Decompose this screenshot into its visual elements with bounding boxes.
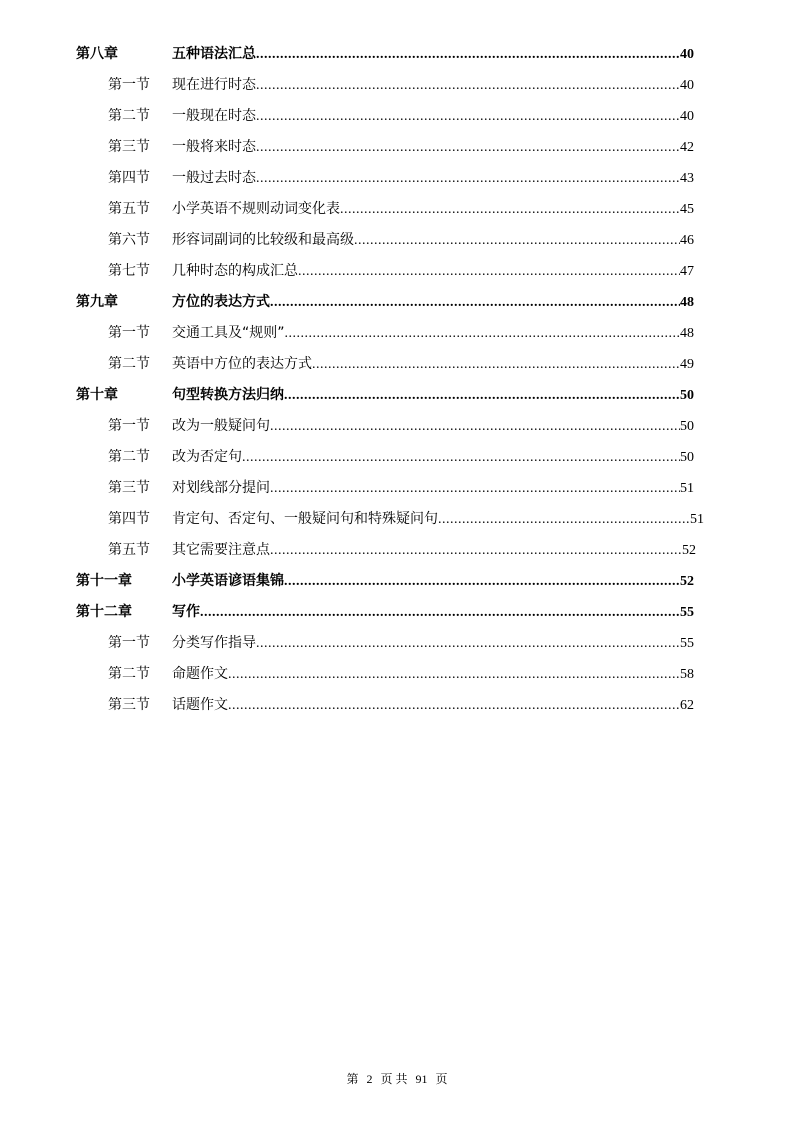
toc-chapter-label: 第十章 <box>76 387 118 403</box>
footer-current-page: 2 <box>366 1072 373 1086</box>
toc-leader-dots <box>200 601 680 625</box>
toc-entry-title: 其它需要注意点 <box>172 542 270 558</box>
toc-section-row[interactable] <box>108 507 704 531</box>
toc-leader-dots <box>284 384 680 408</box>
toc-section-row[interactable] <box>108 538 696 562</box>
toc-leader-dots <box>285 322 680 346</box>
toc-page-number: 50 <box>680 450 694 465</box>
toc-leader-dots <box>298 260 680 284</box>
toc-leader-dots <box>242 446 680 470</box>
toc-leader-dots <box>340 198 680 222</box>
toc-leader-dots <box>284 570 680 594</box>
toc-page-number: 62 <box>680 698 694 713</box>
footer-suffix: 页 <box>435 1072 448 1086</box>
toc-chapter-label: 第十二章 <box>76 604 132 620</box>
toc-page-number: 52 <box>680 574 694 589</box>
toc-section-label: 第五节 <box>108 201 150 217</box>
toc-chapter-label: 第八章 <box>76 46 118 62</box>
toc-leader-dots <box>270 291 680 315</box>
toc-chapter-label: 第九章 <box>76 294 118 310</box>
toc-section-row[interactable] <box>108 197 694 221</box>
toc-page-number: 52 <box>682 543 696 558</box>
toc-leader-dots <box>270 477 680 501</box>
toc-page-number: 47 <box>680 264 694 279</box>
footer-mid: 页 共 <box>380 1072 408 1086</box>
footer-prefix: 第 <box>346 1072 359 1086</box>
toc-section-row[interactable] <box>108 166 694 190</box>
toc-page-number: 51 <box>680 481 694 496</box>
toc-page-number: 46 <box>680 233 694 248</box>
toc-page-number: 48 <box>680 326 694 341</box>
toc-entry-title: 改为一般疑问句 <box>172 418 270 434</box>
toc-entry-title: 现在进行时态 <box>172 77 256 93</box>
toc-section-row[interactable] <box>108 135 694 159</box>
toc-section-label: 第一节 <box>108 635 150 651</box>
page-footer <box>0 1070 794 1087</box>
toc-chapter-label: 第十一章 <box>76 573 132 589</box>
toc-page-number: 50 <box>680 388 694 403</box>
toc-leader-dots <box>256 632 680 656</box>
toc-entry-title: 几种时态的构成汇总 <box>172 263 298 279</box>
toc-page-number: 40 <box>680 47 694 62</box>
toc-section-label: 第二节 <box>108 108 150 124</box>
toc-section-label: 第二节 <box>108 449 150 465</box>
toc-leader-dots <box>270 539 682 563</box>
toc-section-row[interactable] <box>108 73 694 97</box>
toc-section-row[interactable] <box>108 662 694 686</box>
toc-entry-title: 分类写作指导 <box>172 635 256 651</box>
toc-entry-title: 一般将来时态 <box>172 139 256 155</box>
toc-page-number: 42 <box>680 140 694 155</box>
toc-section-label: 第三节 <box>108 139 150 155</box>
toc-chapter-row[interactable] <box>76 600 694 624</box>
toc-page-number: 55 <box>680 636 694 651</box>
toc-page-number: 43 <box>680 171 694 186</box>
toc-page-number: 50 <box>680 419 694 434</box>
toc-page-number: 40 <box>680 109 694 124</box>
toc-section-row[interactable] <box>108 693 694 717</box>
toc-section-row[interactable] <box>108 631 694 655</box>
toc-section-label: 第七节 <box>108 263 150 279</box>
toc-section-label: 第六节 <box>108 232 150 248</box>
toc-chapter-row[interactable] <box>76 42 694 66</box>
toc-leader-dots <box>312 353 680 377</box>
toc-entry-title: 小学英语不规则动词变化表 <box>172 201 340 217</box>
toc-entry-title: 交通工具及“规则” <box>172 325 285 341</box>
toc-leader-dots <box>256 74 680 98</box>
toc-section-row[interactable] <box>108 352 694 376</box>
toc-chapter-row[interactable] <box>76 383 694 407</box>
toc-page-number: 48 <box>680 295 694 310</box>
toc-section-row[interactable] <box>108 104 694 128</box>
toc-section-label: 第三节 <box>108 697 150 713</box>
toc-leader-dots <box>256 167 680 191</box>
toc-section-label: 第一节 <box>108 325 150 341</box>
toc-leader-dots <box>228 663 680 687</box>
toc-entry-title: 命题作文 <box>172 666 228 682</box>
toc-section-label: 第一节 <box>108 77 150 93</box>
toc-entry-title: 肯定句、否定句、一般疑问句和特殊疑问句 <box>172 511 438 527</box>
toc-leader-dots <box>256 105 680 129</box>
toc-page-number: 58 <box>680 667 694 682</box>
toc-entry-title: 改为否定句 <box>172 449 242 465</box>
toc-section-row[interactable] <box>108 414 694 438</box>
toc-page-number: 45 <box>680 202 694 217</box>
toc-section-label: 第一节 <box>108 418 150 434</box>
toc-page-number: 49 <box>680 357 694 372</box>
toc-section-label: 第四节 <box>108 511 150 527</box>
toc-entry-title: 方位的表达方式 <box>172 294 270 310</box>
toc-section-label: 第二节 <box>108 666 150 682</box>
toc-leader-dots <box>438 508 690 532</box>
toc-entry-title: 形容词副词的比较级和最高级 <box>172 232 354 248</box>
toc-section-row[interactable] <box>108 228 694 252</box>
toc-section-label: 第四节 <box>108 170 150 186</box>
toc-leader-dots <box>354 229 680 253</box>
toc-leader-dots <box>270 415 680 439</box>
toc-entry-title: 对划线部分提问 <box>172 480 270 496</box>
toc-entry-title: 话题作文 <box>172 697 228 713</box>
toc-entry-title: 一般现在时态 <box>172 108 256 124</box>
toc-section-row[interactable] <box>108 321 694 345</box>
toc-entry-title: 五种语法汇总 <box>172 46 256 62</box>
toc-chapter-row[interactable] <box>76 290 694 314</box>
toc-entry-title: 英语中方位的表达方式 <box>172 356 312 372</box>
toc-leader-dots <box>256 136 680 160</box>
toc-leader-dots <box>256 43 680 67</box>
toc-section-row[interactable] <box>108 259 694 283</box>
toc-page-number: 51 <box>690 512 704 527</box>
toc-section-label: 第三节 <box>108 480 150 496</box>
toc-entry-title: 写作 <box>172 604 200 620</box>
toc-section-row[interactable] <box>108 476 694 500</box>
toc-section-label: 第二节 <box>108 356 150 372</box>
toc-section-row[interactable] <box>108 445 694 469</box>
toc-section-label: 第五节 <box>108 542 150 558</box>
toc-entry-title: 一般过去时态 <box>172 170 256 186</box>
toc-page-number: 40 <box>680 78 694 93</box>
toc-entry-title: 小学英语谚语集锦 <box>172 573 284 589</box>
toc-page-number: 55 <box>680 605 694 620</box>
footer-total-pages: 91 <box>415 1072 428 1086</box>
toc-entry-title: 句型转换方法归纳 <box>172 387 284 403</box>
toc-leader-dots <box>228 694 680 718</box>
toc-chapter-row[interactable] <box>76 569 694 593</box>
